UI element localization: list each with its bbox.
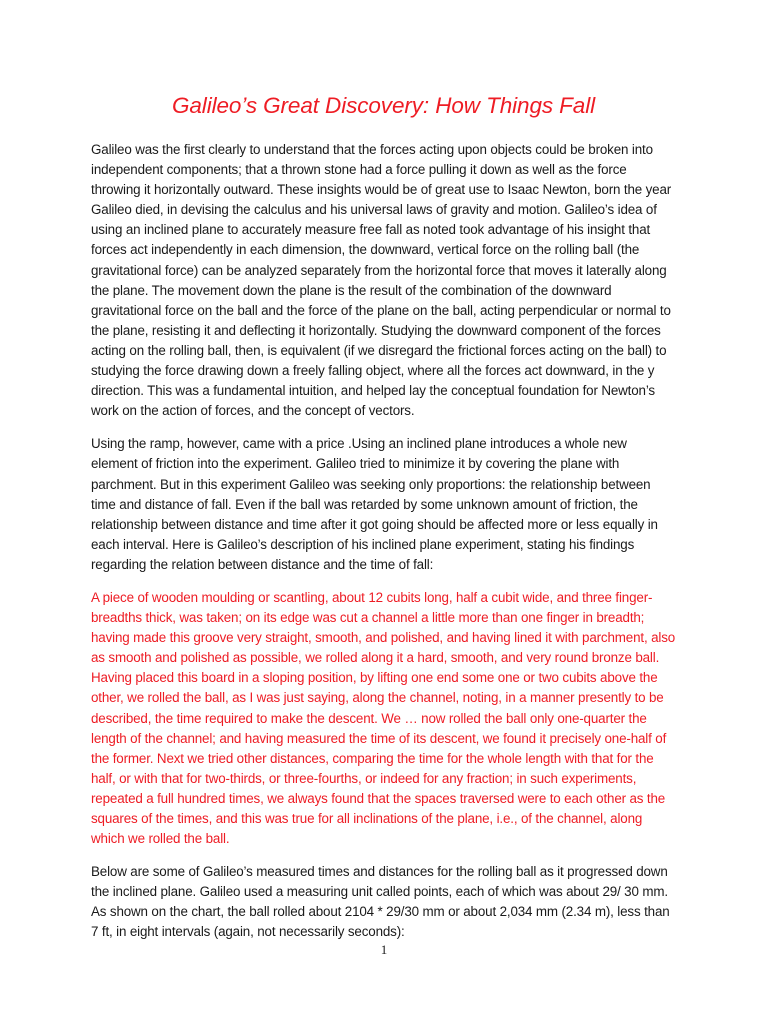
paragraph-measurements: Below are some of Galileo’s measured times and distances for the rolling ball as it progressed down the inclined plane. Galileo used a measuring unit called points, each of which was about 29/ 30 mm. As shown on the chart, the ball rolled about 2104 * 29/30 mm or about 2,034 mm (2.34 m), less than 7 ft, in eight intervals (again, not necessarily seconds):	[91, 864, 670, 940]
document-title: Galileo’s Great Discovery: How Things Fall	[171, 93, 596, 118]
galileo-quote: A piece of wooden moulding or scantling, about 12 cubits long, half a cubit wide, and three finger-breadths thick, was taken; on its edge was cut a channel a little more than one finger in breadth; having made this groove very straight, smooth, and polished, and having lined it with parchment, also as smooth and polished as possible, we rolled along it a hard, smooth, and very round bronze ball. Having placed this board in a sloping position, by lifting one end some one or two cubits above the other, we rolled the ball, as I was just saying, along the channel, noting, in a manner presently to be described, the time required to make the descent. We … now rolled the ball only one-quarter the length of the channel; and having measured the time of its descent, we found it precisely one-half of the former. Next we tried other distances, comparing the time for the whole length with that for the half, or with that for two-thirds, or three-fourths, or indeed for any fraction; in such experiments, repeated a full hundred times, we always found that the spaces traversed were to each other as the squares of the times, and this was true for all inclinations of the plane, i.e., of the channel, along which we rolled the ball.	[91, 589, 676, 847]
page-number: 1	[380, 942, 388, 957]
paragraph-intro: Galileo was the first clearly to understand that the forces acting upon objects could be broken into independent components; that a thrown stone had a force pulling it down as well as the force throwing it horizontally outward. These insights would be of great use to Isaac Newton, born the year Galileo died, in devising the calculus and his universal laws of gravity and motion. Galileo’s idea of using an inclined plane to accurately measure free fall as noted took advantage of his insight that forces act independently in each dimension, the downward, vertical force on the rolling ball (the gravitational force) can be analyzed separately from the horizontal force that moves it laterally along the plane. The movement down the plane is the result of the combination of the downward gravitational force on the ball and the force of the plane on the ball, acting perpendicular or normal to the plane, resisting it and deflecting it horizontally. Studying the downward component of the forces acting on the rolling ball, then, is equivalent (if we disregard the frictional forces acting on the ball) to studying the force drawing down a freely falling object, where all the forces act downward, in the y direction. This was a fundamental intuition, and helped lay the conceptual foundation for Newton’s work on the action of forces, and the concept of vectors.	[91, 142, 672, 419]
paragraph-ramp: Using the ramp, however, came with a price .Using an inclined plane introduces a whole new element of friction into the experiment. Galileo tried to minimize it by covering the plane with parchment. But in this experiment Galileo was seeking only proportions: the relationship between time and distance of fall. Even if the ball was retarded by some unknown amount of friction, the relationship between distance and time after it got going should be affected more or less equally in each interval. Here is Galileo’s description of his inclined plane experiment, stating his findings regarding the relation between distance and the time of fall:	[91, 436, 658, 572]
